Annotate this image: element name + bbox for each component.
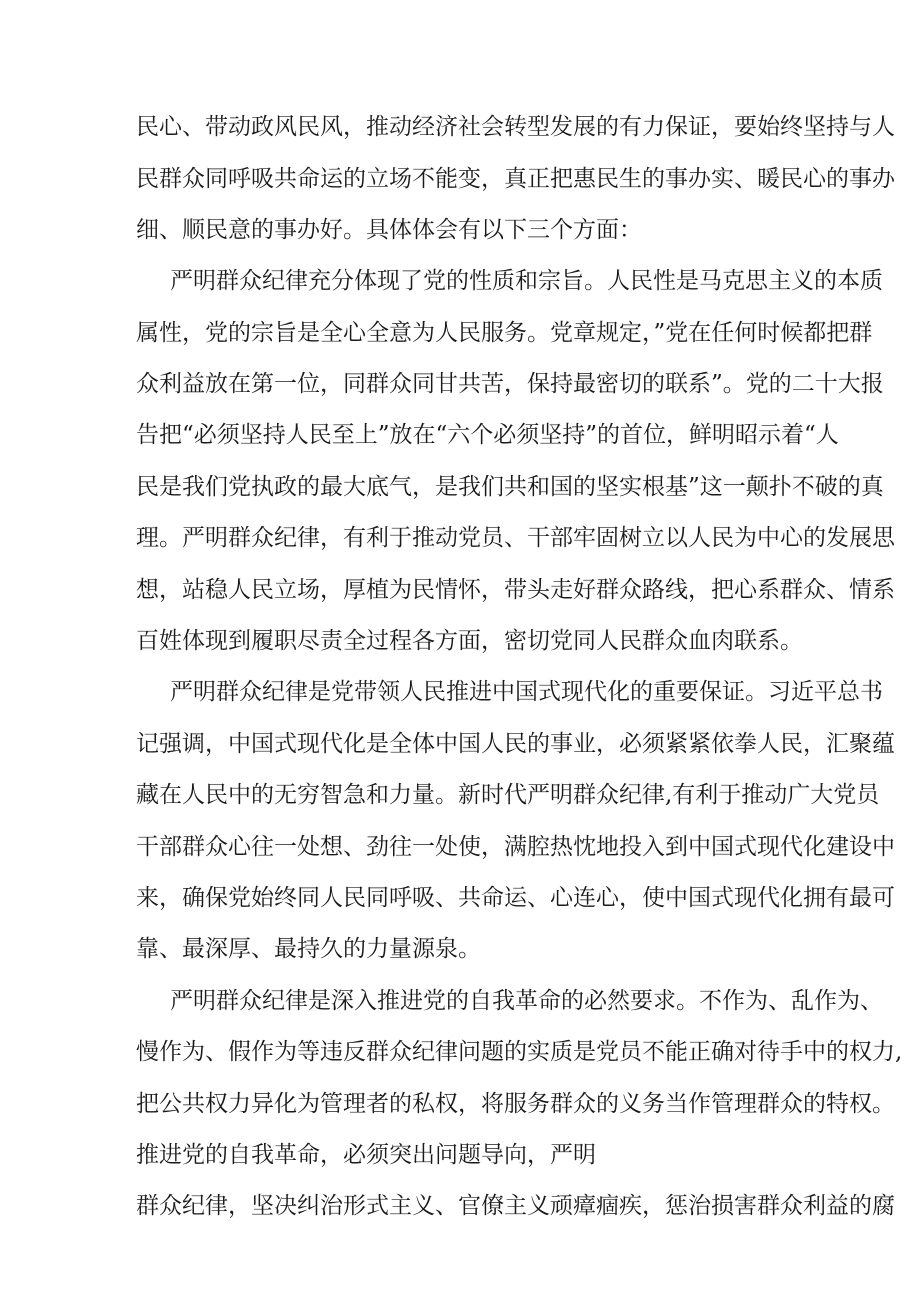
text-line: 把公共权力异化为管理者的私权，将服务群众的义务当作管理群众的特权。: [136, 1091, 895, 1117]
text-line: 告把“必须坚持人民至上”放在“六个必须坚持”的首位，鲜明昭示着“人: [136, 422, 839, 448]
text-line: 藏在人民中的无穷智急和力量。新时代严明群众纪律,有利于推动广大党员: [136, 782, 880, 808]
text-line: 民群众同呼吸共命运的立场不能变，真正把惠民生的事办实、暖民心的事办: [136, 166, 895, 192]
text-line: 来，确保党始终同人民同呼吸、共命运、心连心，使中国式现代化拥有最可: [136, 885, 895, 911]
text-line: 民心、带动政风民风，推动经济社会转型发展的有力保证，要始终坚持与人: [136, 114, 895, 140]
text-line: 群众纪律，坚决纠治形式主义、官僚主义顽瘴痼疾，惩治损害群众利益的腐: [136, 1193, 895, 1219]
text-line: 理。严明群众纪律，有利于推动党员、干部牢固树立以人民为中心的发展思: [136, 525, 895, 551]
text-line: 慢作为、假作为等违反群众纪律问题的实质是党员不能正确对待手中的权力,: [136, 1039, 903, 1065]
paragraph-first-line: 严明群众纪律是党带领人民推进中国式现代化的重要保证。习近平总书: [170, 679, 883, 705]
text-line: 属性，党的宗旨是全心全意为人民服务。党章规定，”党在任何时候都把群: [136, 320, 873, 346]
text-line: 记强调，中国式现代化是全体中国人民的事业，必须紧紧依拳人民，汇聚蕴: [136, 731, 895, 757]
text-line: 靠、最深厚、最持久的力量源泉。: [136, 936, 481, 962]
text-line: 民是我们党执政的最大底气，是我们共和国的坚实根基”这一颠扑不破的真: [136, 474, 884, 500]
text-line: 干部群众心往一处想、劲往一处使，满腔热忱地投入到中国式现代化建设中: [136, 834, 895, 860]
text-line: 想，站稳人民立场，厚植为民情怀，带头走好群众路线，把心系群众、情系: [136, 577, 895, 603]
text-line: 推进党的自我革命，必须突出问题导向，严明: [136, 1142, 596, 1168]
paragraph-first-line: 严明群众纪律是深入推进党的自我革命的必然要求。不作为、乱作为、: [170, 988, 883, 1014]
paragraph-first-line: 严明群众纪律充分体现了党的性质和宗旨。人民性是马克思主义的本质: [170, 268, 883, 294]
text-line: 百姓体现到履职尽责全过程各方面，密切党同人民群众血肉联系。: [136, 628, 803, 654]
text-line: 细、顺民意的事办好。具体体会有以下三个方面：: [136, 217, 642, 243]
text-line: 众利益放在第一位，同群众同甘共苦，保持最密切的联系”。党的二十大报: [136, 371, 884, 397]
